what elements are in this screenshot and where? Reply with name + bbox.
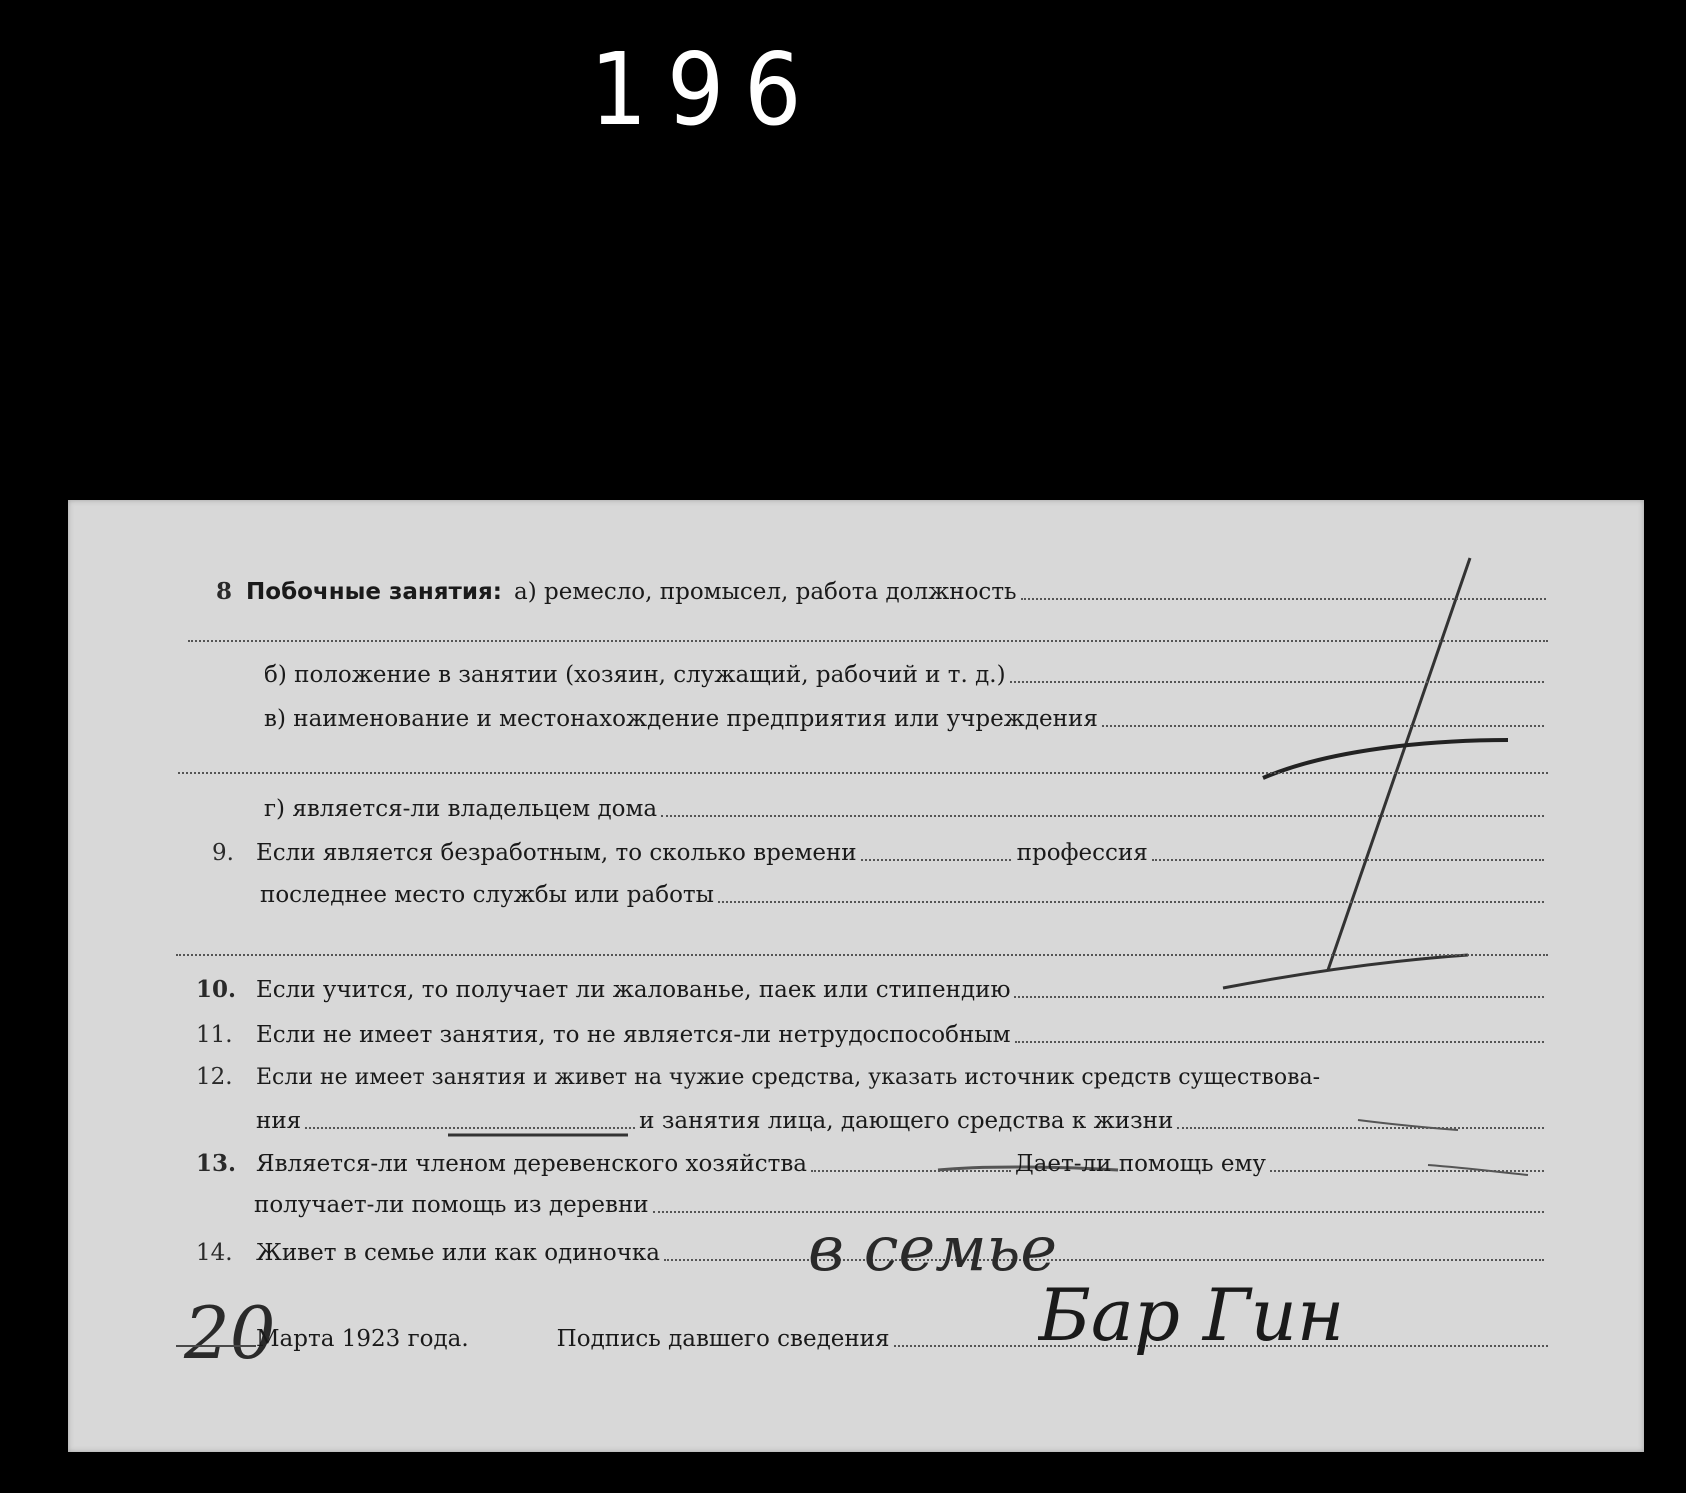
- q9-line-1: [212, 840, 1544, 866]
- q10-number: 10.: [196, 976, 237, 1003]
- q13-member-field: [811, 1169, 1011, 1172]
- q12-source-field: [305, 1126, 635, 1129]
- q12-cont1: ния: [256, 1108, 302, 1134]
- q9-profession-label: профессия: [1016, 840, 1148, 866]
- q8-b-field: [1010, 680, 1544, 683]
- q9-last-place-field: [718, 900, 1544, 903]
- q13-line-1: [196, 1150, 1544, 1177]
- q8-v-field: [1102, 724, 1544, 727]
- signature-text: Бар Гин: [1038, 1273, 1345, 1357]
- q8-a-label: а) ремесло, промысел, работа должность: [513, 579, 1017, 605]
- q9-line-2: [260, 882, 1544, 908]
- q12-line-1: [196, 1064, 1544, 1090]
- frame-number: 196: [590, 31, 822, 148]
- q8-line-b: [264, 662, 1544, 688]
- form-card: [68, 500, 1644, 1452]
- q11-number: 11.: [196, 1022, 233, 1048]
- q14-label: Живет в семье или как одиночка: [256, 1240, 661, 1266]
- q10-field: [1014, 995, 1544, 998]
- q9-label: Если является безработным, то сколько времени: [256, 840, 857, 866]
- q14-answer-text: в семье: [808, 1212, 1058, 1285]
- q12-cont2: и занятия лица, дающего средства к жизни: [639, 1108, 1174, 1134]
- q8-b-label: б) положение в занятии (хозяин, служащий, рабочий и т. д.): [264, 662, 1006, 688]
- signature-label: Подпись давшего сведения: [556, 1326, 890, 1352]
- q13-help-from-label: получает-ли помощь из деревни: [254, 1192, 649, 1218]
- q9-field-line3: [176, 954, 1548, 956]
- q8-line-g: [264, 796, 1544, 822]
- q8-number: 8: [216, 578, 233, 605]
- q12-number: 12.: [196, 1064, 233, 1090]
- q9-number: 9.: [212, 840, 234, 866]
- q11-field: [1015, 1040, 1545, 1043]
- q11-label: Если не имеет занятия, то не является-ли нетрудоспособным: [256, 1022, 1011, 1048]
- q12-occupation-field: [1177, 1126, 1544, 1129]
- q13-help-to-field: [1270, 1169, 1544, 1172]
- q13-label: Является-ли членом деревенского хозяйства: [256, 1151, 807, 1177]
- q11-line: [196, 1022, 1544, 1048]
- q8-v-field-line2: [178, 772, 1548, 774]
- q10-label: Если учится, то получает ли жалованье, паек или стипендию: [256, 977, 1011, 1003]
- q12-line-2: [256, 1108, 1544, 1134]
- signature-handwritten: [1038, 1260, 1458, 1370]
- q13-help-to-label: Дает-ли помощь ему: [1014, 1151, 1266, 1177]
- date-day-field: [176, 1344, 256, 1347]
- q8-v-label: в) наименование и местонахождение предприятия или учреждения: [264, 706, 1098, 732]
- q13-number: 13.: [196, 1150, 237, 1177]
- q8-title: Побочные занятия:: [246, 579, 502, 605]
- date-rest: Марта 1923 года.: [256, 1326, 469, 1352]
- q10-line: [196, 976, 1544, 1003]
- q9-profession-field: [1152, 858, 1544, 861]
- q8-g-label: г) является-ли владельцем дома: [264, 796, 658, 822]
- date-day-text: 20: [184, 1291, 276, 1375]
- q8-a-field-line2: [188, 640, 1548, 642]
- q8-line-v: [264, 706, 1544, 732]
- q14-number: 14.: [196, 1240, 233, 1266]
- q8-g-field: [661, 814, 1544, 817]
- q9-last-place-label: последнее место службы или работы: [260, 882, 714, 908]
- q12-label: Если не имеет занятия и живет на чужие средства, указать источник средств существова-: [256, 1065, 1321, 1090]
- q9-time-field: [861, 858, 1011, 861]
- q8-line-a: [216, 578, 1546, 605]
- q8-a-field: [1021, 597, 1546, 600]
